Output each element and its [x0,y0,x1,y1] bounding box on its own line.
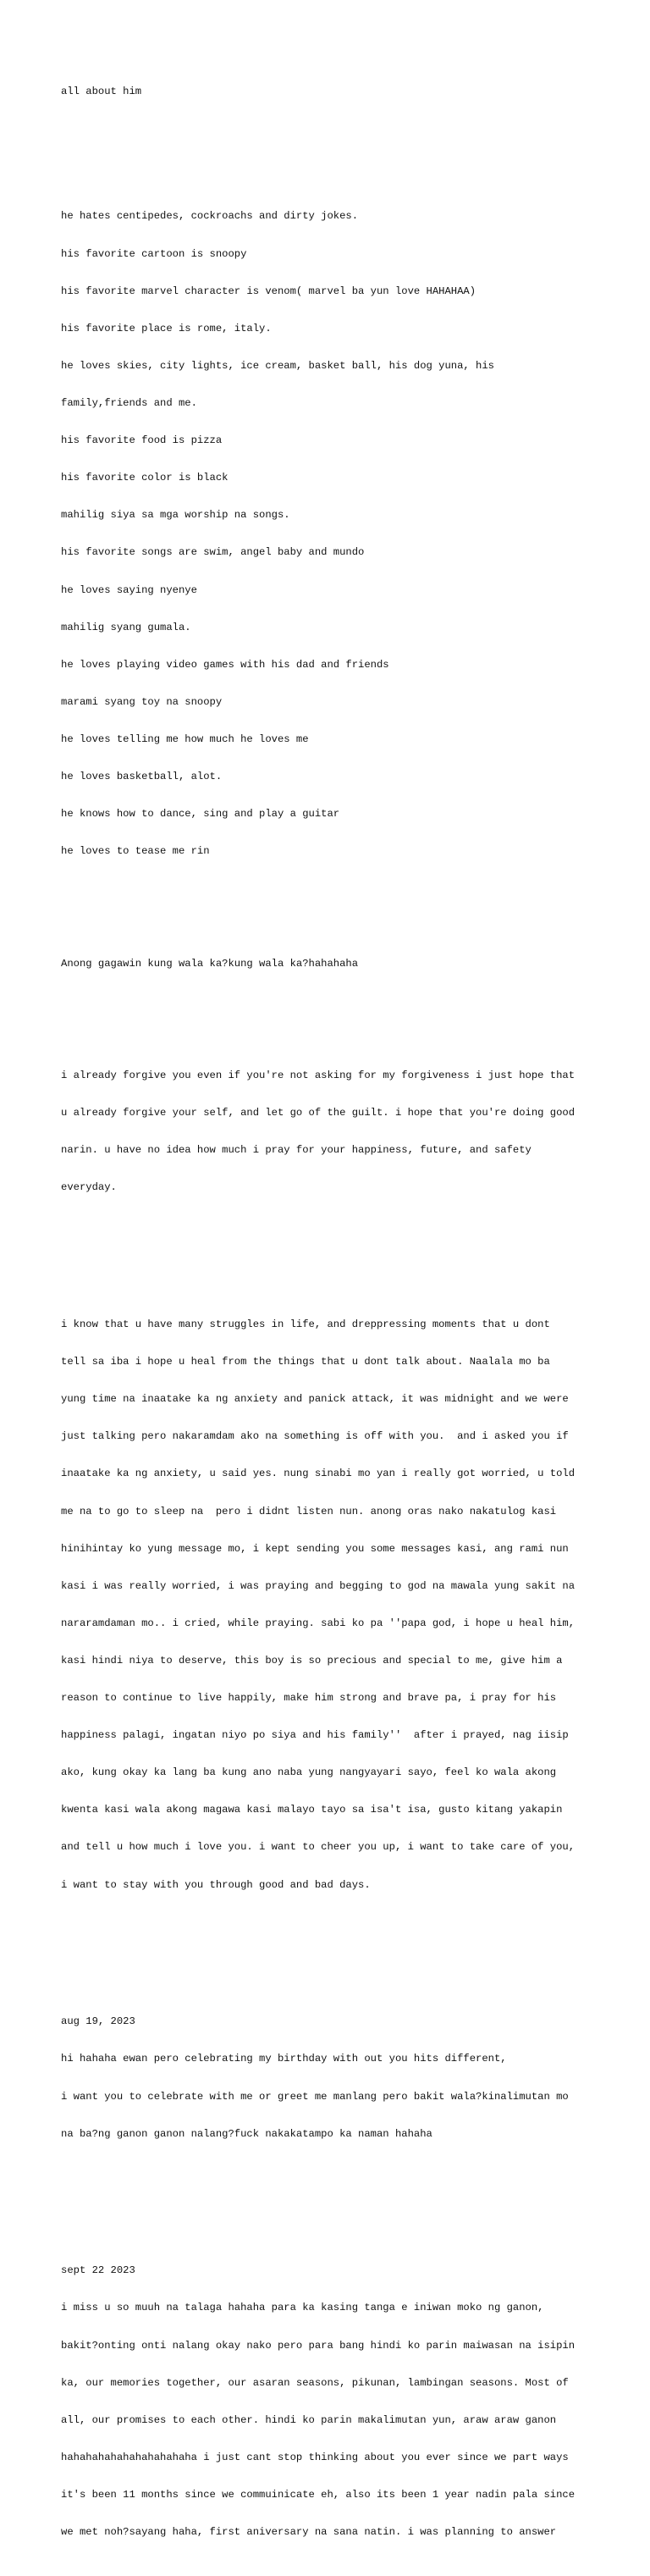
entry-line: all, our promises to each other. hindi ko parin makalimutan yun, araw araw ganon [61,2413,557,2426]
fact-line: he loves saying nyenye [61,583,197,596]
entry-line: i miss u so muuh na talaga hahaha para ka kasing tanga e iniwan moko ng ganon, [61,2302,544,2314]
fact-line: his favorite cartoon is snoopy [61,247,247,260]
paragraph-line: reason to continue to live happily, make him strong and brave pa, i pray for his [61,1692,557,1705]
spacer [61,1941,603,1954]
paragraph-line: everyday. [61,1181,117,1194]
paragraph-line: me na to go to sleep na pero i didnt listen nun. anong oras nako nakatulog kasi [61,1505,557,1517]
fact-line: mahilig syang gumala. [61,621,191,633]
paragraph-line: ako, kung okay ka lang ba kung ano naba yung nangyayari sayo, feel ko wala akong [61,1766,557,1779]
fact-line: his favorite marvel character is venom( marvel ba yun love HAHAHAA) [61,285,476,297]
entry-line: bakit?onting onti nalang okay nako pero para bang hindi ko parin maiwasan na isipin [61,2339,576,2352]
paragraph-line: kwenta kasi wala akong magawa kasi malayo tayo sa isa't isa, gusto kitang yakapin [61,1804,563,1816]
document-title: all about him [61,86,142,98]
fact-line: he knows how to dance, sing and play a guitar [61,808,340,821]
paragraph-line: inaatake ka ng anxiety, u said yes. nung sinabi mo yan i really got worried, u told [61,1468,576,1480]
document-body [61,61,603,2576]
fact-line: he loves playing video games with his dad and friends [61,658,389,671]
fact-line: mahilig siya sa mga worship na songs. [61,509,290,522]
entry-line: ka, our memories together, our asaran seasons, pikunan, lambingan seasons. Most of [61,2376,569,2389]
fact-line: family,friends and me. [61,396,197,409]
facts-list [61,185,603,882]
entry-line: hahahahahahahahahahaha i just cant stop thinking about you ever since we part ways [61,2451,569,2463]
paragraph-line: u already forgive your self, and let go of the guilt. i hope that you're doing good [61,1107,576,1119]
entry-date: sept 22 2023 [61,2264,135,2277]
paragraph-line: yung time na inaatake ka ng anxiety and panick attack, it was midnight and we were [61,1393,569,1406]
paragraph-line: hinihintay ko yung message mo, i kept sending you some messages kasi, ang rami nun [61,1542,569,1555]
fact-line: his favorite songs are swim, angel baby and mundo [61,546,365,559]
spacer [61,1244,603,1257]
paragraph-struggles [61,1294,603,1916]
section-heading: Anong gagawin kung wala ka?kung wala ka?hahahaha [61,957,359,970]
paragraph-line: i already forgive you even if you're not asking for my forgiveness i just hope that [61,1069,576,1081]
spacer [61,995,603,1008]
paragraph-line: nararamdaman mo.. i cried, while praying. sabi ko pa ''papa god, i hope u heal him, [61,1617,576,1629]
spacer [61,2190,603,2203]
diary-entry-aug [61,1991,603,2165]
paragraph-line: happiness palagi, ingatan niyo po siya and his family'' after i prayed, nag iisip [61,1729,569,1742]
fact-line: he loves to tease me rin [61,845,210,858]
fact-line: marami syang toy na snoopy [61,695,223,708]
fact-line: his favorite food is pizza [61,434,223,447]
fact-line: he hates centipedes, cockroachs and dirty jokes. [61,210,359,223]
spacer [61,908,603,920]
fact-line: he loves skies, city lights, ice cream, basket ball, his dog yuna, his [61,359,494,372]
entry-line: na ba?ng ganon ganon nalang?fuck nakakatampo ka naman hahaha [61,2127,432,2140]
entry-line: hi hahaha ewan pero celebrating my birthday with out you hits different, [61,2053,507,2065]
entry-line: i want you to celebrate with me or greet me manlang pero bakit wala?kinalimutan mo [61,2090,569,2103]
fact-line: his favorite color is black [61,472,229,484]
paragraph-line: tell sa iba i hope u heal from the things that u dont talk about. Naalala mo ba [61,1356,550,1368]
spacer [61,124,603,148]
fact-line: he loves telling me how much he loves me [61,732,309,745]
fact-line: his favorite place is rome, italy. [61,322,272,334]
paragraph-line: i know that u have many struggles in life, and dreppressing moments that u dont [61,1318,550,1330]
paragraph-line: kasi hindi niya to deserve, this boy is so precious and special to me, give him a [61,1654,563,1667]
paragraph-line: just talking pero nakaramdam ako na something is off with you. and i asked you if [61,1430,569,1443]
paragraph-line: kasi i was really worried, i was praying and begging to god na mawala yung sakit na [61,1579,576,1592]
paragraph-line: narin. u have no idea how much i pray for your happiness, future, and safety [61,1144,532,1157]
paragraph-line: and tell u how much i love you. i want to cheer you up, i want to take care of you, [61,1841,576,1854]
paragraph-forgive [61,1045,603,1219]
entry-line: it's been 11 months since we commuinicate eh, also its been 1 year nadin pala since [61,2489,576,2501]
paragraph-line: i want to stay with you through good and bad days. [61,1878,371,1891]
diary-entry-sept [61,2240,603,2563]
entry-date: aug 19, 2023 [61,2015,135,2028]
entry-line: we met noh?sayang haha, first aniversary na sana natin. i was planning to answer [61,2526,557,2539]
fact-line: he loves basketball, alot. [61,771,223,783]
